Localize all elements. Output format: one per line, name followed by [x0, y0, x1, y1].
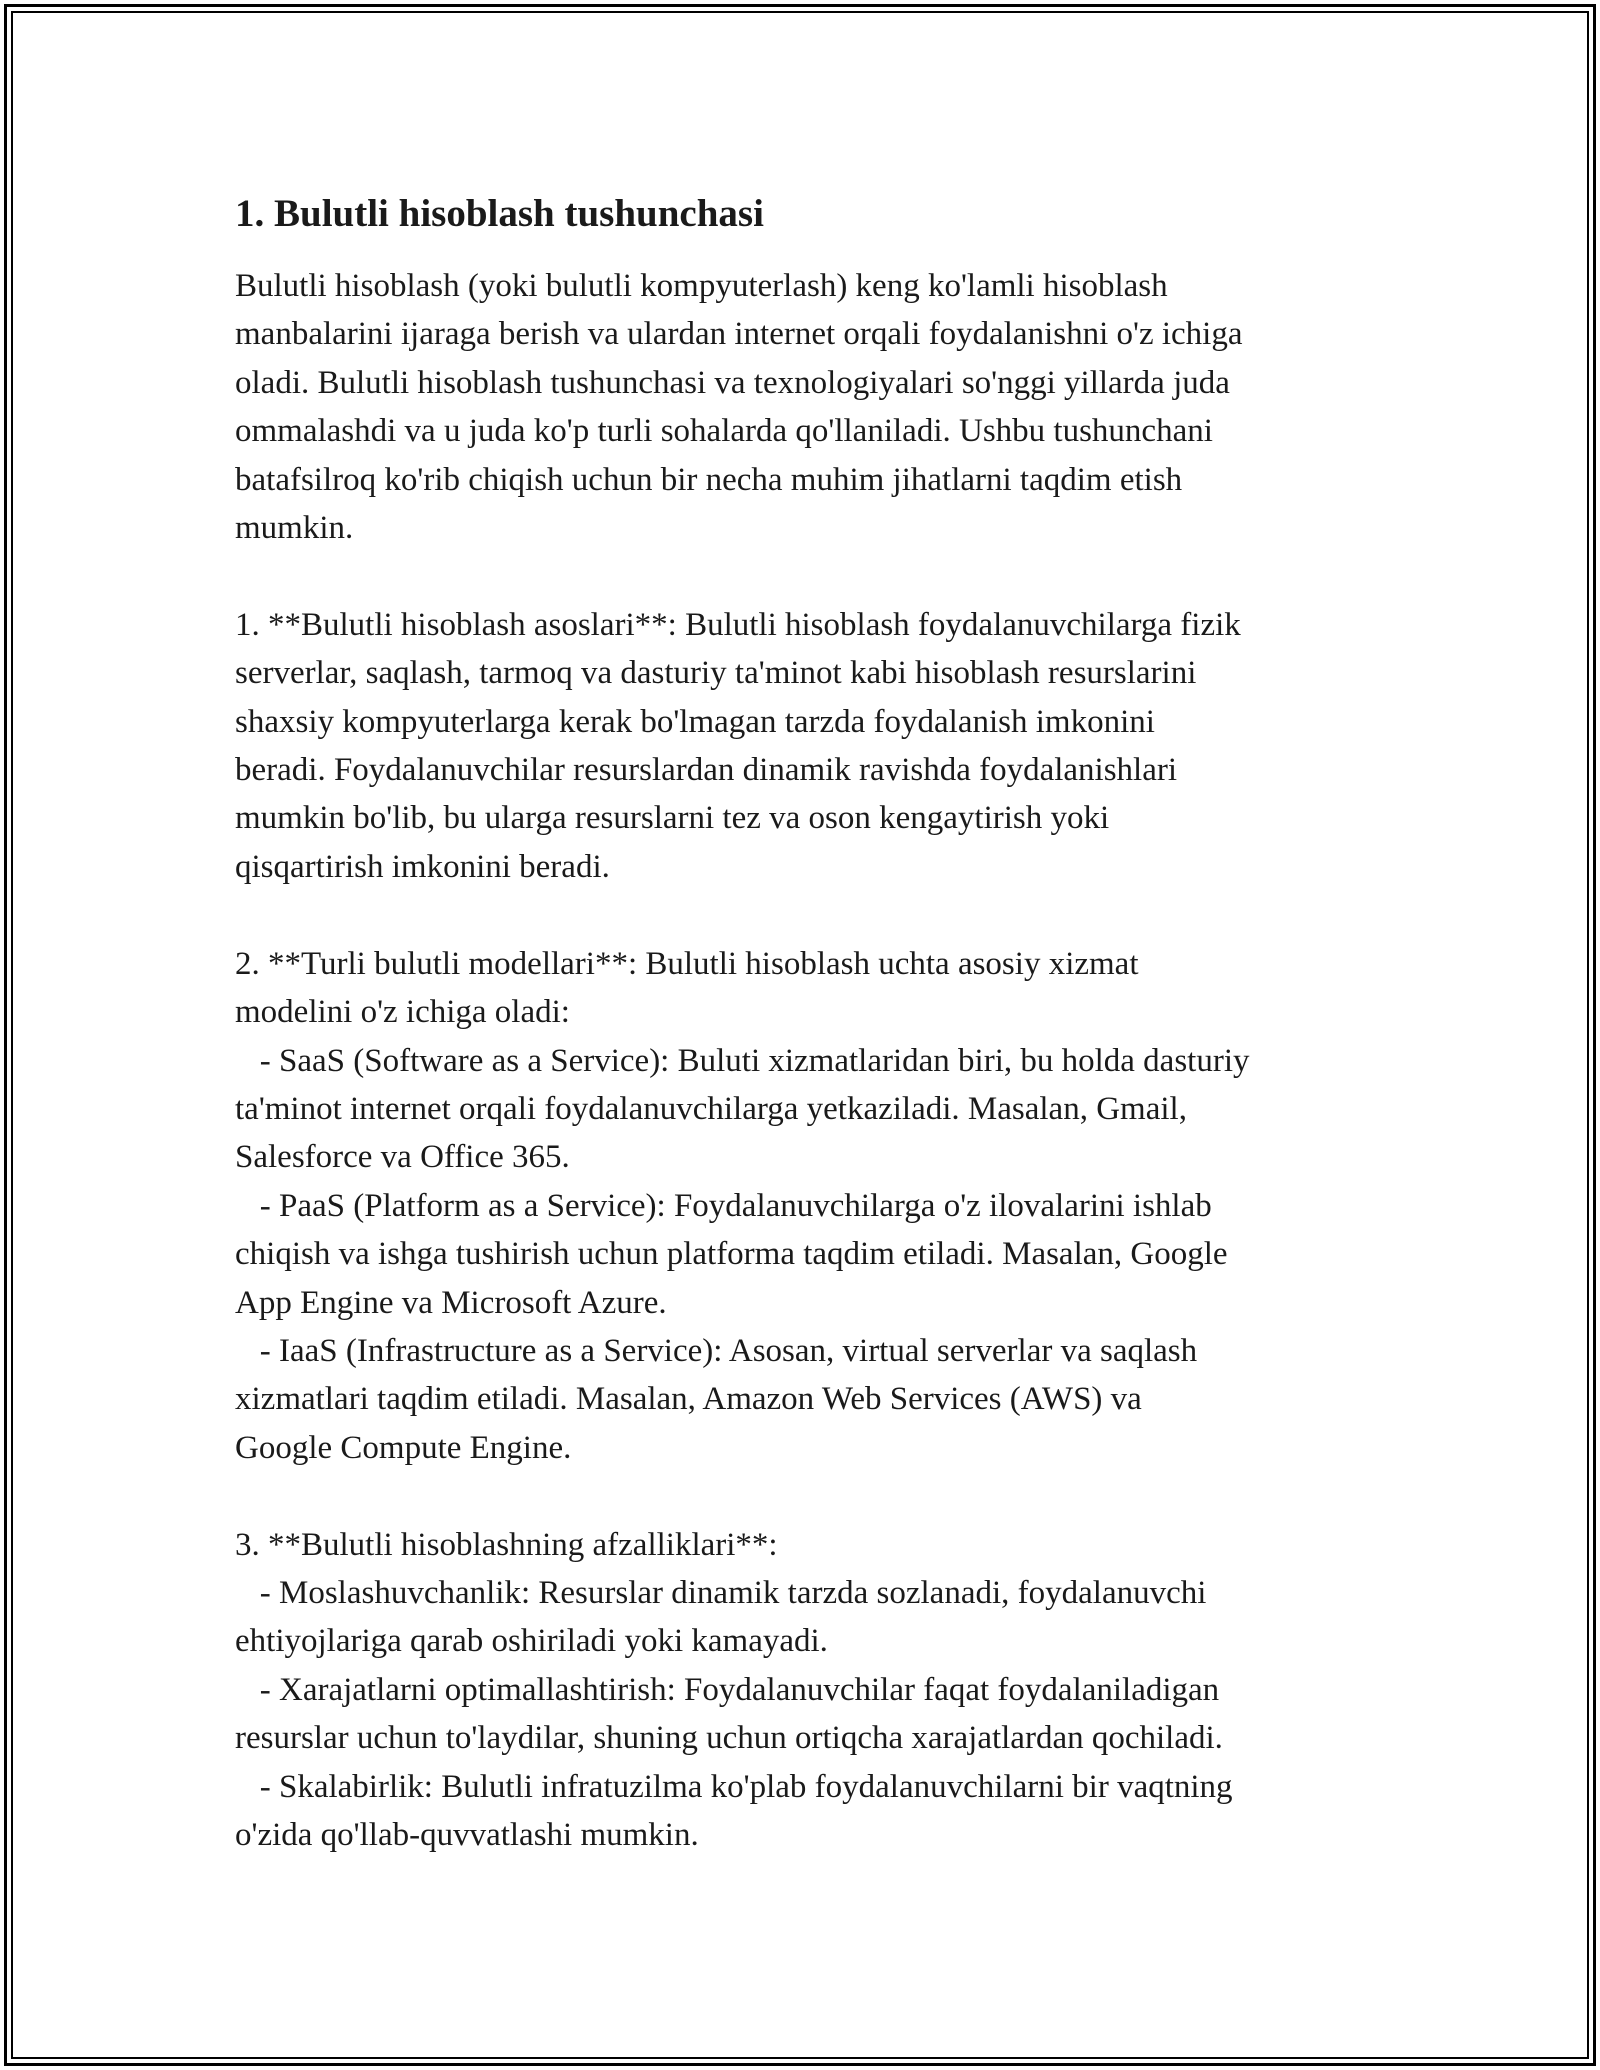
section-body-text: Bulutli hisoblash (yoki bulutli kompyuterlash) keng ko'lamli hisoblash manbalarini ijaraga berish va ulardan internet orqali foydalanishni o'z ichiga oladi. Bulutli hisoblash tushunchasi va texnologiyalari so'nggi yillarda juda ommalashdi va u juda ko'p turli sohalarda qo'llaniladi. Ushbu tushunchani batafsilroq ko'rib chiqish uchun bir necha muhim jihatlarni taqdim etish mumkin. 1. **Bulutli hisoblash asoslari**: Bulutli hisoblash foydalanuvchilarga fizik serverlar, saqlash, tarmoq va dasturiy ta'minot kabi hisoblash resurslarini shaxsiy kompyuterlarga kerak bo'lmagan tarzda foydalanish imkonini beradi. Foydalanuvchilar resurslardan dinamik ravishda foydalanishlari mumkin bo'lib, bu ularga resurslarni tez va oson kengaytirish yoki qisqartirish imkonini beradi. 2. **Turli bulutli modellari**: Bulutli hisoblash uchta asosiy xizmat modelini o'z ichiga oladi: - SaaS (Software as a Service): Buluti xizmatlaridan biri, bu holda dasturiy ta'minot internet orqali foydalanuvchilarga yetkaziladi. Masalan, Gmail, Salesforce va Office 365. - PaaS (Platform as a Service): Foydalanuvchilarga o'z ilovalarini ishlab chiqish va ishga tushirish uchun platforma taqdim etiladi. Masalan, Google App Engine va Microsoft Azure. - IaaS (Infrastructure as a Service): Asosan, virtual serverlar va saqlash xizmatlari taqdim etiladi. Masalan, Amazon Web Services (AWS) va Google Compute Engine. 3. **Bulutli hisoblashning afzalliklari**: - Moslashuvchanlik: Resurslar dinamik tarzda sozlanadi, foydalanuvchi ehtiyojlariga qarab oshiriladi yoki kamayadi. - Xarajatlarni optimallashtirish: Foydalanuvchilar faqat foydalaniladigan resurslar uchun to'laydilar, shuning uchun ortiqcha xarajatlardan qochiladi. - Skalabirlik: Bulutli infratuzilma ko'plab foydalanuvchilarni bir vaqtning o'zida qo'llab-quvvatlashi mumkin. — [235, 268, 1250, 1853]
document-content — [235, 188, 1380, 1859]
section-heading: 1. Bulutli hisoblash tushunchasi — [235, 192, 764, 235]
